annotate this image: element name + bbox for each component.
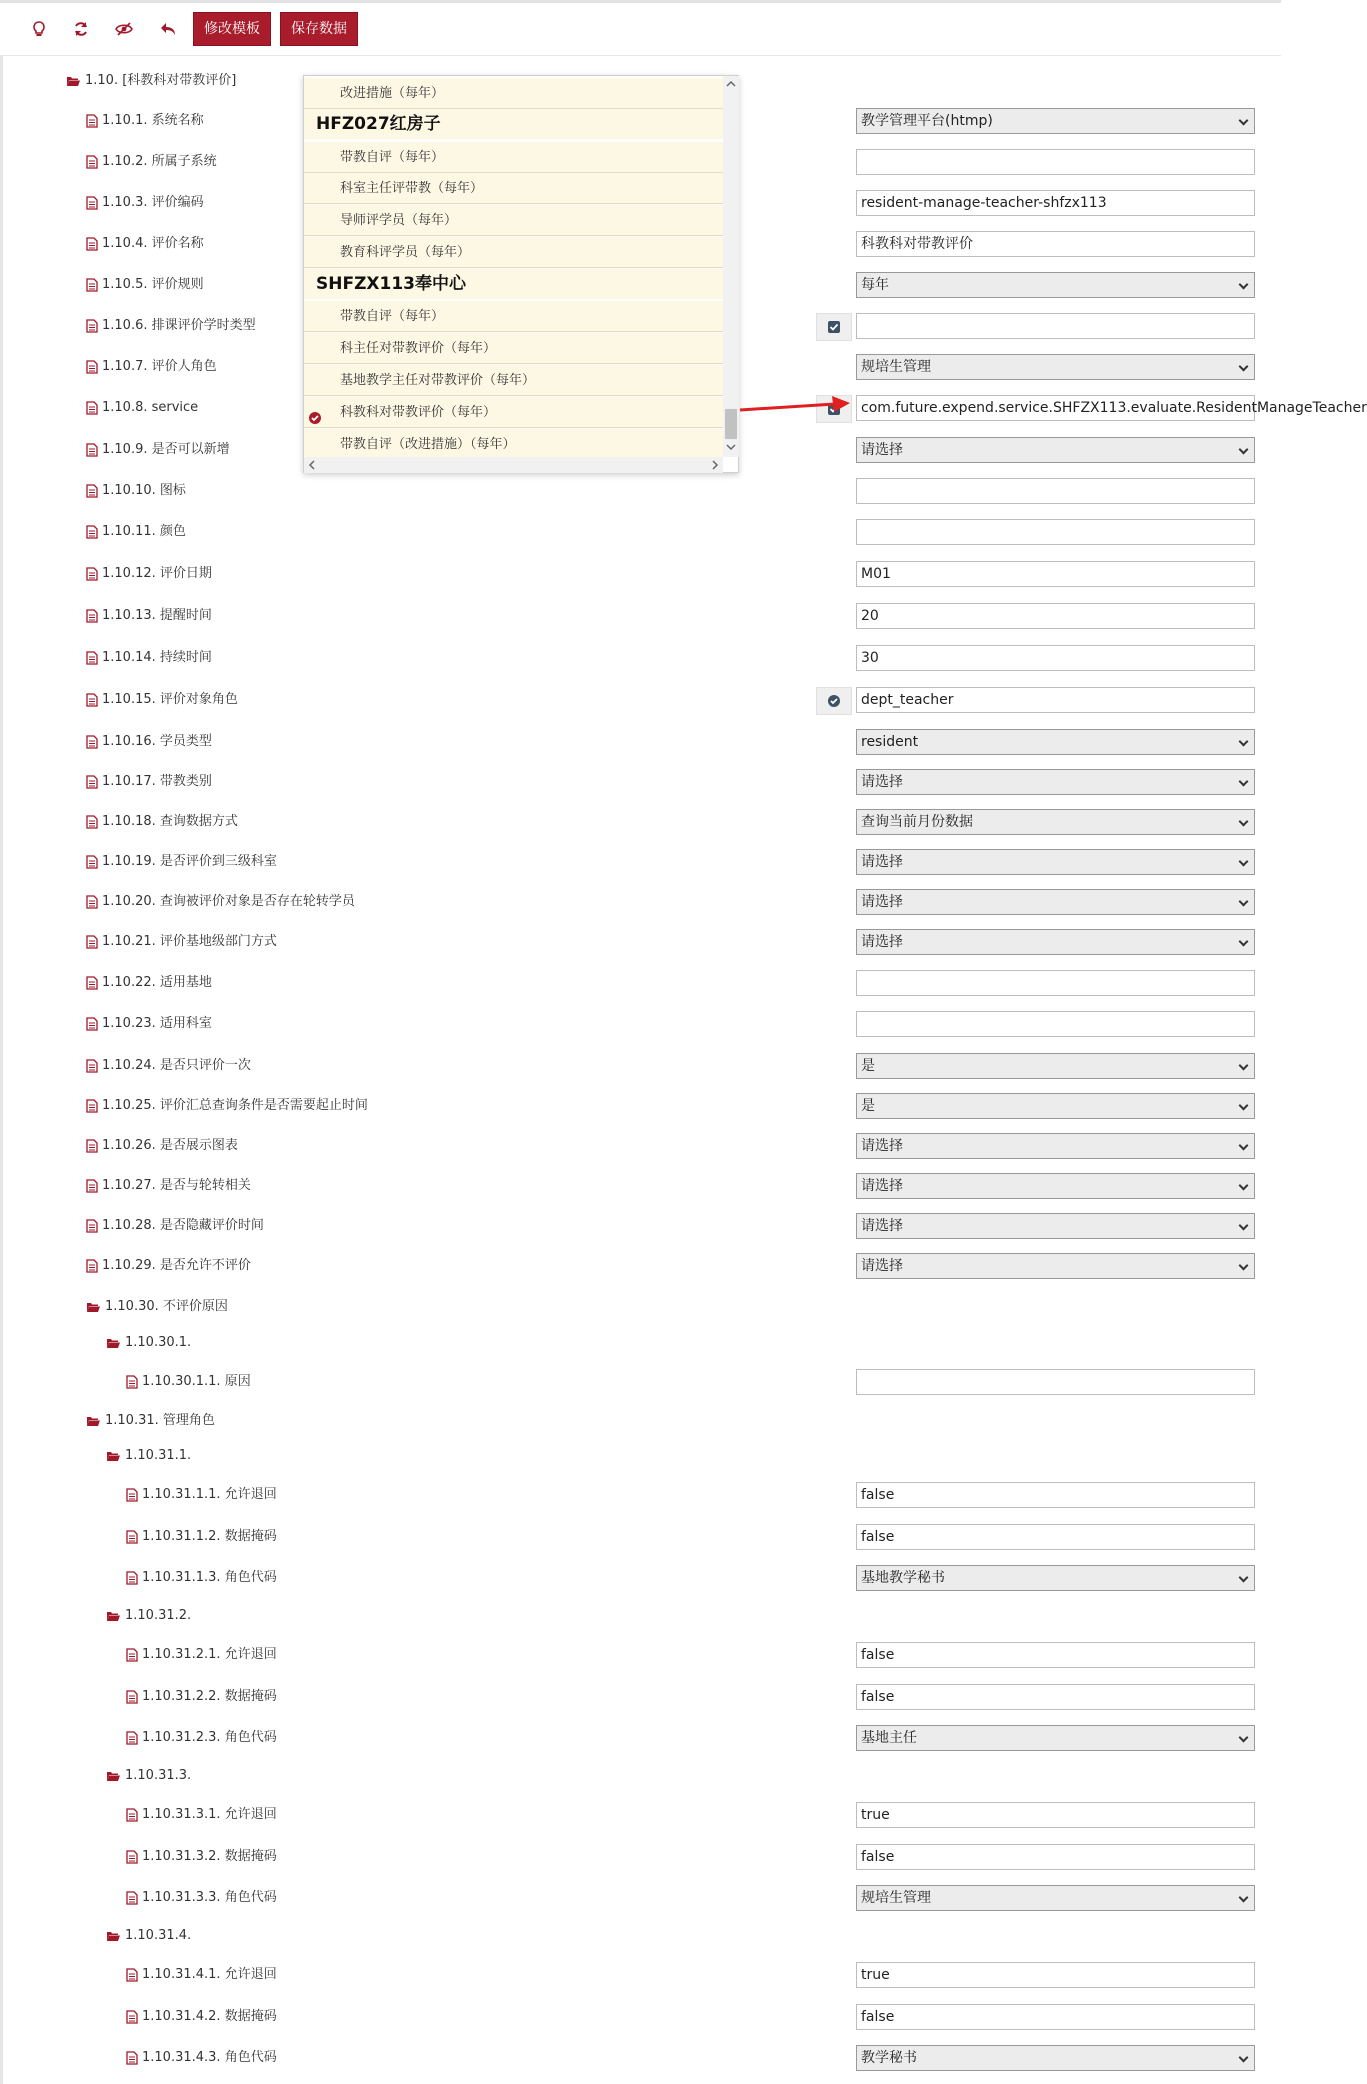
tree-leaf-node[interactable]: [126, 2043, 277, 2073]
check-circle-icon: [827, 694, 841, 708]
value-select[interactable]: 请选择: [856, 889, 1255, 915]
tree-row: [0, 1091, 1281, 1121]
document-icon: [86, 935, 98, 949]
value-input[interactable]: 20: [856, 603, 1255, 629]
node-label: 1.10.15. 评价对象角色: [102, 692, 238, 707]
folder-open-icon: [86, 1415, 101, 1427]
tree-row: [0, 1441, 1281, 1471]
value-input[interactable]: false: [856, 1482, 1255, 1508]
node-label: 1.10.30.1.1. 原因: [142, 1374, 251, 1389]
node-label: 1.10.22. 适用基地: [102, 975, 212, 990]
value-select[interactable]: 请选择: [856, 849, 1255, 875]
value-select[interactable]: 每年: [856, 272, 1255, 298]
node-label: 1.10.17. 带教类别: [102, 774, 212, 789]
folder-open-icon: [66, 75, 81, 87]
node-label: 1.10.31.4.2. 数据掩码: [142, 2009, 277, 2024]
option-label: 导师评学员（每年）: [340, 213, 458, 228]
node-label: 1.10.10. 图标: [102, 483, 186, 498]
vertical-scrollbar[interactable]: [723, 76, 739, 457]
document-icon: [86, 735, 98, 749]
option-label: 带教自评（每年）: [340, 150, 445, 165]
undo-icon[interactable]: [151, 13, 185, 45]
tree-leaf-node[interactable]: [86, 435, 230, 465]
tree-leaf-node[interactable]: [86, 1051, 251, 1081]
option-label: 改进措施（每年）: [340, 86, 445, 101]
node-label: 1.10.6. 排课评价学时类型: [102, 318, 256, 333]
tree-row: [0, 1328, 1281, 1358]
tree-leaf-node[interactable]: [86, 727, 212, 757]
tree-row: [0, 1406, 1281, 1436]
tree-row: [0, 847, 1281, 877]
dropdown-option[interactable]: [304, 78, 723, 109]
value-input[interactable]: resident-manage-teacher-shfzx113: [856, 190, 1255, 216]
toggle-check-button[interactable]: [816, 313, 852, 341]
value-input[interactable]: false: [856, 1844, 1255, 1870]
tree-folder-node[interactable]: [106, 1328, 191, 1358]
value-select[interactable]: 请选择: [856, 1133, 1255, 1159]
dropdown-group-header: [304, 109, 723, 139]
check-square-icon: [827, 402, 841, 416]
document-icon: [86, 1179, 98, 1193]
dropdown-option[interactable]: [304, 237, 723, 268]
dropdown-option-selected[interactable]: [304, 397, 723, 428]
tree-row: [0, 601, 1281, 631]
tree-leaf-node[interactable]: [126, 1842, 277, 1872]
document-icon: [86, 484, 98, 498]
value-select[interactable]: 教学秘书: [856, 2045, 1255, 2071]
node-label: 1.10.31.3.: [125, 1768, 192, 1783]
tree-leaf-node[interactable]: [86, 229, 204, 259]
tree-folder-node[interactable]: [106, 1441, 191, 1471]
tree-row: [0, 887, 1281, 917]
check-square-icon: [827, 320, 841, 334]
dropdown-option[interactable]: [304, 365, 723, 396]
node-label: 1.10.14. 持续时间: [102, 650, 212, 665]
value-input[interactable]: [856, 970, 1255, 996]
tree-row: [0, 927, 1281, 957]
value-select[interactable]: 规培生管理: [856, 1885, 1255, 1911]
tree-row: [0, 1883, 1281, 1913]
value-input[interactable]: false: [856, 1524, 1255, 1550]
document-icon: [86, 775, 98, 789]
document-icon: [86, 609, 98, 623]
tree-leaf-node[interactable]: [86, 1251, 251, 1281]
node-label: 1.10.27. 是否与轮转相关: [102, 1178, 251, 1193]
tree-row: [0, 643, 1281, 673]
tree-leaf-node[interactable]: [126, 2002, 277, 2032]
node-label: 1.10.31.2.1. 允许退回: [142, 1647, 277, 1662]
tree-folder-node[interactable]: [86, 1292, 228, 1322]
node-label: 1.10.31.1.1. 允许退回: [142, 1487, 277, 1502]
eye-slash-icon[interactable]: [107, 13, 141, 45]
tree-leaf-node[interactable]: [86, 476, 186, 506]
value-select[interactable]: 请选择: [856, 1213, 1255, 1239]
tree-row: [0, 1640, 1281, 1670]
node-label: 1.10.28. 是否隐藏评价时间: [102, 1218, 264, 1233]
tree-leaf-node[interactable]: [86, 601, 212, 631]
tree-leaf-node[interactable]: [86, 1009, 212, 1039]
node-label: 1.10. [科教科对带教评价]: [85, 73, 237, 88]
option-label: 科教科对带教评价（每年）: [340, 405, 497, 420]
option-label: 科主任对带教评价（每年）: [340, 341, 497, 356]
node-label: 1.10.26. 是否展示图表: [102, 1138, 238, 1153]
value-input[interactable]: [856, 149, 1255, 175]
value-select[interactable]: 请选择: [856, 769, 1255, 795]
node-label: 1.10.31.4.: [125, 1928, 192, 1943]
document-icon: [126, 1731, 138, 1745]
tree-leaf-node[interactable]: [86, 1171, 251, 1201]
refresh-icon[interactable]: [64, 13, 98, 45]
node-label: 1.10.18. 查询数据方式: [102, 814, 238, 829]
node-label: 1.10.30. 不评价原因: [105, 1299, 228, 1314]
document-icon: [86, 196, 98, 210]
document-icon: [86, 1139, 98, 1153]
tree-row: [0, 1211, 1281, 1241]
value-select[interactable]: 规培生管理: [856, 354, 1255, 380]
node-label: 1.10.31.3.3. 角色代码: [142, 1890, 277, 1905]
tree-row: [0, 968, 1281, 998]
tree-folder-node[interactable]: [66, 66, 236, 96]
node-label: 1.10.12. 评价日期: [102, 566, 212, 581]
document-icon: [86, 1017, 98, 1031]
value-select[interactable]: resident: [856, 729, 1255, 755]
document-icon: [126, 2010, 138, 2024]
folder-open-icon: [106, 1930, 121, 1942]
document-icon: [86, 1099, 98, 1113]
tree-row: [0, 1800, 1281, 1830]
document-icon: [126, 1968, 138, 1982]
value-select[interactable]: 查询当前月份数据: [856, 809, 1255, 835]
dropdown-option[interactable]: [304, 333, 723, 364]
value-select[interactable]: 请选择: [856, 437, 1255, 463]
value-select[interactable]: 是: [856, 1053, 1255, 1079]
node-label: 1.10.2. 所属子系统: [102, 154, 217, 169]
tree-row: [0, 517, 1281, 547]
node-label: 1.10.31.1.2. 数据掩码: [142, 1529, 277, 1544]
folder-open-icon: [106, 1770, 121, 1782]
tree-folder-node[interactable]: [106, 1601, 191, 1631]
node-label: 1.10.20. 查询被评价对象是否存在轮转学员: [102, 894, 355, 909]
node-label: 1.10.7. 评价人角色: [102, 359, 217, 374]
evaluation-dropdown-list[interactable]: [303, 75, 739, 473]
edit-template-button[interactable]: 修改模板: [193, 12, 271, 46]
tree-row: [0, 1367, 1281, 1397]
tree-leaf-node[interactable]: [126, 1682, 277, 1712]
node-label: 1.10.31.2.: [125, 1608, 192, 1623]
tree-row: [0, 1480, 1281, 1510]
tree-leaf-node[interactable]: [126, 1960, 277, 1990]
value-input[interactable]: false: [856, 2004, 1255, 2030]
value-input[interactable]: [856, 313, 1255, 339]
value-select[interactable]: 请选择: [856, 1173, 1255, 1199]
node-label: 1.10.31. 管理角色: [105, 1413, 215, 1428]
tree-row: [0, 1522, 1281, 1552]
toggle-check-button[interactable]: [816, 395, 852, 423]
tree-leaf-node[interactable]: [86, 270, 204, 300]
tree-row: [0, 727, 1281, 757]
dropdown-option[interactable]: [304, 205, 723, 236]
document-icon: [86, 855, 98, 869]
document-icon: [126, 1648, 138, 1662]
node-label: 1.10.30.1.: [125, 1335, 192, 1350]
document-icon: [86, 401, 98, 415]
value-input[interactable]: M01: [856, 561, 1255, 587]
value-input[interactable]: true: [856, 1802, 1255, 1828]
dropdown-option[interactable]: [304, 142, 723, 173]
document-icon: [86, 1059, 98, 1073]
tree-leaf-node[interactable]: [126, 1883, 277, 1913]
tree-row: [0, 1563, 1281, 1593]
document-icon: [126, 1690, 138, 1704]
document-icon: [126, 1571, 138, 1585]
node-label: 1.10.3. 评价编码: [102, 195, 204, 210]
option-label: 科室主任评带教（每年）: [340, 181, 484, 196]
tree-row: [0, 1131, 1281, 1161]
node-label: 1.10.1. 系统名称: [102, 113, 204, 128]
document-icon: [86, 278, 98, 292]
tree-leaf-node[interactable]: [86, 1211, 264, 1241]
node-label: 1.10.31.4.3. 角色代码: [142, 2050, 277, 2065]
tree-leaf-node[interactable]: [126, 1640, 277, 1670]
option-label: HFZ027红房子: [316, 114, 441, 134]
node-label: 1.10.31.1.: [125, 1448, 192, 1463]
tree-leaf-node[interactable]: [86, 188, 204, 218]
node-label: 1.10.31.1.3. 角色代码: [142, 1570, 277, 1585]
value-input[interactable]: true: [856, 1962, 1255, 1988]
folder-open-icon: [106, 1610, 121, 1622]
document-icon: [86, 895, 98, 909]
document-icon: [126, 1488, 138, 1502]
document-icon: [126, 1530, 138, 1544]
dropdown-option[interactable]: [304, 301, 723, 332]
value-input[interactable]: dept_teacher: [856, 687, 1255, 713]
value-input[interactable]: com.future.expend.service.SHFZX113.evaluate.ResidentManageTeacher: [856, 395, 1255, 421]
tree-leaf-node[interactable]: [86, 311, 256, 341]
document-icon: [86, 815, 98, 829]
value-input[interactable]: 科教科对带教评价: [856, 231, 1255, 257]
node-label: 1.10.31.2.3. 角色代码: [142, 1730, 277, 1745]
tree-leaf-node[interactable]: [126, 1367, 251, 1397]
value-select[interactable]: 是: [856, 1093, 1255, 1119]
tree-leaf-node[interactable]: [86, 393, 198, 423]
document-icon: [86, 567, 98, 581]
node-label: 1.10.4. 评价名称: [102, 236, 204, 251]
document-icon: [86, 693, 98, 707]
node-label: 1.10.31.4.1. 允许退回: [142, 1967, 277, 1982]
document-icon: [86, 1219, 98, 1233]
document-icon: [86, 443, 98, 457]
folder-open-icon: [106, 1337, 121, 1349]
document-icon: [126, 1808, 138, 1822]
tree-row: [0, 1960, 1281, 1990]
option-label: 带教自评（改进措施）（每年）: [340, 437, 516, 452]
tree-row: [0, 1292, 1281, 1322]
value-input[interactable]: false: [856, 1642, 1255, 1668]
option-label: SHFZX113奉中心: [316, 274, 467, 294]
document-icon: [86, 114, 98, 128]
dropdown-group-header: [304, 269, 723, 299]
tree-leaf-node[interactable]: [126, 1522, 277, 1552]
value-input[interactable]: 30: [856, 645, 1255, 671]
node-label: 1.10.24. 是否只评价一次: [102, 1058, 251, 1073]
value-input[interactable]: [856, 1369, 1255, 1395]
tree-leaf-node[interactable]: [86, 1091, 368, 1121]
document-icon: [86, 976, 98, 990]
tree-leaf-node[interactable]: [126, 1800, 277, 1830]
value-input[interactable]: [856, 1011, 1255, 1037]
node-label: 1.10.9. 是否可以新增: [102, 442, 230, 457]
tree-row: [0, 2002, 1281, 2032]
tree-row: [0, 807, 1281, 837]
tree-leaf-node[interactable]: [86, 147, 217, 177]
node-label: 1.10.23. 适用科室: [102, 1016, 212, 1031]
tree-leaf-node[interactable]: [86, 767, 212, 797]
value-input[interactable]: [856, 519, 1255, 545]
folder-open-icon: [86, 1301, 101, 1313]
horizontal-scrollbar[interactable]: [304, 457, 723, 473]
save-data-button[interactable]: 保存数据: [280, 12, 358, 46]
node-label: 1.10.16. 学员类型: [102, 734, 212, 749]
tree-folder-node[interactable]: [86, 1406, 215, 1436]
tree-leaf-node[interactable]: [86, 559, 212, 589]
node-label: 1.10.29. 是否允许不评价: [102, 1258, 251, 1273]
dropdown-options: [304, 76, 723, 457]
tree-row: [0, 1682, 1281, 1712]
tree-row: [0, 1171, 1281, 1201]
tree-row: [0, 476, 1281, 506]
document-icon: [126, 1850, 138, 1864]
toolbar: [0, 0, 1281, 56]
option-label: 教育科评学员（每年）: [340, 245, 471, 260]
document-icon: [86, 237, 98, 251]
document-icon: [86, 525, 98, 539]
value-select[interactable]: 请选择: [856, 929, 1255, 955]
document-icon: [86, 155, 98, 169]
lightbulb-icon[interactable]: [22, 13, 56, 45]
tree-leaf-node[interactable]: [126, 1563, 277, 1593]
node-label: 1.10.13. 提醒时间: [102, 608, 212, 623]
tree-leaf-node[interactable]: [86, 643, 212, 673]
document-icon: [86, 651, 98, 665]
tree-row: [0, 1723, 1281, 1753]
tree-leaf-node[interactable]: [86, 685, 238, 715]
node-label: 1.10.8. service: [102, 400, 199, 415]
tree-row: [0, 1051, 1281, 1081]
node-label: 1.10.25. 评价汇总查询条件是否需要起止时间: [102, 1098, 368, 1113]
tree-leaf-node[interactable]: [86, 887, 355, 917]
value-select[interactable]: 基地主任: [856, 1725, 1255, 1751]
tree-leaf-node[interactable]: [86, 968, 212, 998]
tree-leaf-node[interactable]: [86, 807, 238, 837]
tree-row: [0, 1921, 1281, 1951]
tree-row: [0, 1251, 1281, 1281]
node-label: 1.10.21. 评价基地级部门方式: [102, 934, 277, 949]
tree-row: [0, 559, 1281, 589]
node-label: 1.10.19. 是否评价到三级科室: [102, 854, 277, 869]
dropdown-option[interactable]: [304, 429, 723, 460]
value-select[interactable]: 教学管理平台(htmp): [856, 108, 1255, 134]
tree-leaf-node[interactable]: [126, 1723, 277, 1753]
tree-leaf-node[interactable]: [86, 927, 277, 957]
tree-leaf-node[interactable]: [86, 517, 186, 547]
tree-leaf-node[interactable]: [86, 106, 204, 136]
tree-folder-node[interactable]: [106, 1761, 191, 1791]
value-select[interactable]: 请选择: [856, 1253, 1255, 1279]
tree-row: [0, 1761, 1281, 1791]
tree-leaf-node[interactable]: [86, 847, 277, 877]
document-icon: [126, 1375, 138, 1389]
tree-leaf-node[interactable]: [86, 352, 217, 382]
tree-row: [0, 1842, 1281, 1872]
document-icon: [86, 360, 98, 374]
tree-row: [0, 1009, 1281, 1039]
folder-open-icon: [106, 1450, 121, 1462]
document-icon: [126, 1891, 138, 1905]
value-select[interactable]: 基地教学秘书: [856, 1565, 1255, 1591]
tree-leaf-node[interactable]: [126, 1480, 277, 1510]
tree-leaf-node[interactable]: [86, 1131, 238, 1161]
document-icon: [86, 1259, 98, 1273]
node-label: 1.10.11. 颜色: [102, 524, 186, 539]
dropdown-option[interactable]: [304, 173, 723, 204]
document-icon: [86, 319, 98, 333]
option-label: 带教自评（每年）: [340, 309, 445, 324]
tree-row: [0, 767, 1281, 797]
node-label: 1.10.31.3.2. 数据掩码: [142, 1849, 277, 1864]
node-label: 1.10.31.3.1. 允许退回: [142, 1807, 277, 1822]
tree-row: [0, 1601, 1281, 1631]
option-label: 基地教学主任对带教评价（每年）: [340, 373, 536, 388]
tree-row: [0, 2043, 1281, 2073]
document-icon: [126, 2051, 138, 2065]
value-input[interactable]: [856, 478, 1255, 504]
node-label: 1.10.31.2.2. 数据掩码: [142, 1689, 277, 1704]
toggle-check-button[interactable]: [816, 687, 852, 715]
node-label: 1.10.5. 评价规则: [102, 277, 204, 292]
tree-folder-node[interactable]: [106, 1921, 191, 1951]
value-input[interactable]: false: [856, 1684, 1255, 1710]
tree-row: [0, 685, 1281, 715]
